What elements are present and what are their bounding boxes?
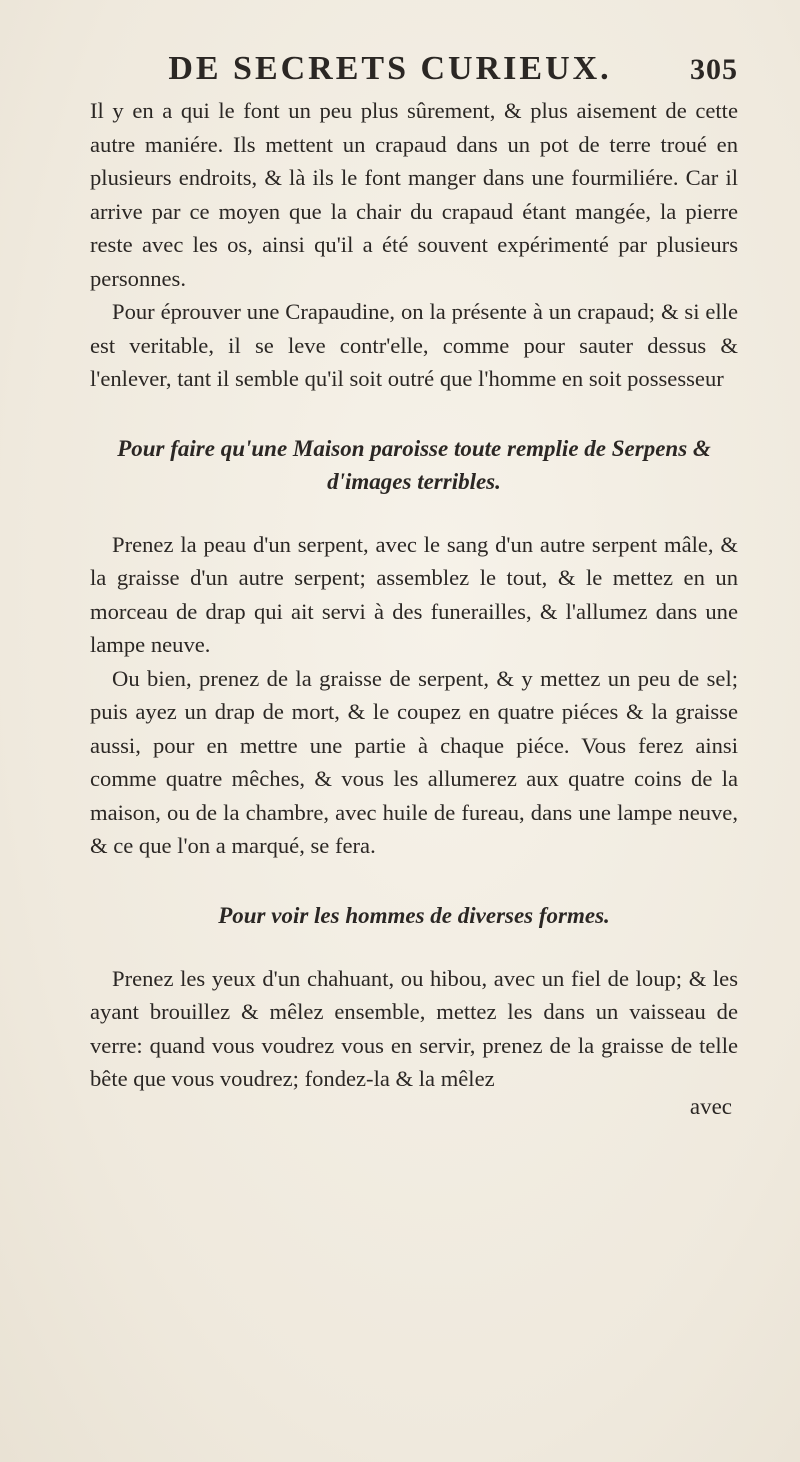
- paragraph-formes-1: Prenez les yeux d'un chahuant, ou hibou, avec un fiel de loup; & les ayant brouillez & mêlez ensemble, mettez les dans un vaisseau de verre: quand vous voudrez vous en servir, prenez de la graisse de telle bête que vous voudrez; fondez-la & la mêlez: [90, 965, 738, 1091]
- paragraph-intro-1: Il y en a qui le font un peu plus sûrement, & plus aisement de cette autre maniére. Ils mettent un crapaud dans un pot de terre troué en plusieurs endroits, & là ils le font manger dans une fourmiliére. Car il arrive par ce moyen que la chair du crapaud étant mangée, la pierre reste avec les os, ainsi qu'il a été souvent expérimenté par plusieurs personnes.: [90, 98, 738, 291]
- paragraph-serpents-2: Ou bien, prenez de la graisse de serpent, & y mettez un peu de sel; puis ayez un drap de mort, & le coupez en quatre piéces & la graisse aussi, pour en mettre une partie à chaque piéce. Vous ferez ainsi comme quatre mêches, & vous les allumerez aux quatre coins de la maison, ou de la chambre, avec huile de fureau, dans une lampe neuve, & ce que l'on a marqué, se fera.: [90, 665, 738, 858]
- section-heading-serpents: Pour faire qu'une Maison paroisse toute remplie de Serpens & d'images terribles.: [117, 435, 711, 494]
- running-title: DE SECRETS CURIEUX.: [168, 50, 612, 87]
- paragraph-serpents-1: Prenez la peau d'un serpent, avec le sang d'un autre serpent mâle, & la graisse d'un autre serpent; assemblez le tout, & le mettez en un morceau de drap qui ait servi à des funerailles, & l'allumez dans une lampe neuve.: [90, 531, 738, 657]
- catchword: avec: [689, 1093, 732, 1119]
- paragraph-intro-2: Pour éprouver une Crapaudine, on la présente à un crapaud; & si elle est veritable, il se leve contr'elle, comme pour sauter dessus & l'enlever, tant il semble qu'il soit outré que l'homme en soit possesseur: [90, 299, 738, 391]
- page-number: 305: [690, 53, 738, 86]
- running-header: [90, 50, 738, 88]
- section-heading-formes: Pour voir les hommes de diverses formes.: [218, 902, 610, 928]
